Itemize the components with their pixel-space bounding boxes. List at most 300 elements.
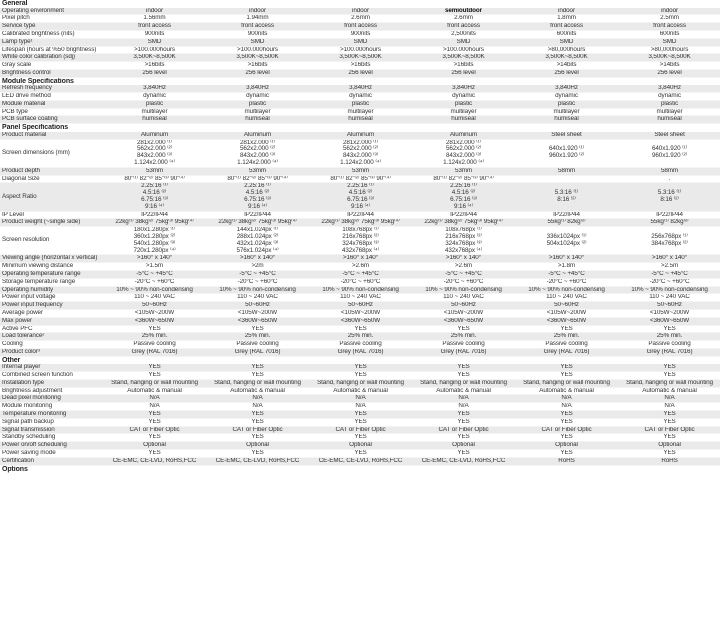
spec-row <box>0 54 720 62</box>
spec-value: YES <box>412 434 515 442</box>
spec-value-line: 281x2.000 ⁽¹⁾ <box>136 139 173 146</box>
spec-value: 110 ~ 240 VAC <box>618 294 720 302</box>
spec-value: Grey (RAL 7016) <box>309 348 412 356</box>
spec-value: N/A <box>412 403 515 411</box>
spec-value: YES <box>618 434 720 442</box>
spec-value: 900nits <box>309 30 412 38</box>
spec-value: front access <box>618 23 720 31</box>
spec-value: >16bits <box>206 62 309 70</box>
spec-value: >80,000hours <box>618 46 720 54</box>
spec-value: Steel sheet <box>618 132 720 139</box>
spec-row <box>0 93 720 101</box>
spec-value: Grey (RAL 7016) <box>206 348 309 356</box>
spec-value: YES <box>309 411 412 419</box>
spec-value: 22kg⁽¹⁾ 38kg⁽²⁾ 75kg⁽³⁾ 95kg⁽⁴⁾ <box>206 219 309 227</box>
spec-row <box>0 395 720 403</box>
spec-label: Product depth <box>0 167 103 175</box>
spec-value: YES <box>103 450 206 458</box>
spec-value: 53mm <box>103 167 206 175</box>
spec-value-line: 1.124x2.000 ⁽⁴⁾ <box>443 158 484 166</box>
spec-value: 110 ~ 240 VAC <box>515 294 618 302</box>
spec-row <box>0 23 720 31</box>
spec-label: Screen dimensions (mm) <box>0 139 103 167</box>
spec-value-line: 4.5:16 ⁽²⁾ <box>451 189 476 197</box>
spec-value-line: 360x1.280px ⁽²⁾ <box>133 232 176 240</box>
spec-label: Power saving mode <box>0 450 103 458</box>
spec-row <box>0 211 720 219</box>
spec-value: CAT or Fiber Optic <box>206 426 309 434</box>
spec-value: 3,500K~8,500K <box>103 54 206 62</box>
spec-value: Stand, hanging or wall mounting <box>309 379 412 387</box>
spec-value: 110 ~ 240 VAC <box>206 294 309 302</box>
spec-value: multilayer <box>618 108 720 116</box>
spec-value: 3,840Hz <box>515 85 618 92</box>
spec-value: 25% min. <box>618 333 720 341</box>
spec-value: 10% ~ 90% non-condensing <box>206 286 309 294</box>
spec-value: 10% ~ 90% non-condensing <box>618 286 720 294</box>
spec-value: RoHS <box>618 457 720 465</box>
spec-value-line: 384x768px ⁽²⁾ <box>651 239 688 247</box>
spec-value-line: 108x768px ⁽¹⁾ <box>342 226 379 234</box>
spec-value: YES <box>412 325 515 333</box>
spec-label: Module material <box>0 100 103 108</box>
spec-value <box>412 139 515 167</box>
spec-value: plastic <box>103 100 206 108</box>
spec-value: 80”⁽¹⁾ 82”⁽²⁾ 85”⁽³⁾ 90”⁽⁴⁾ <box>412 175 515 183</box>
spec-value: Grey (RAL 7016) <box>515 348 618 356</box>
spec-row <box>0 434 720 442</box>
spec-value: Passive cooling <box>103 341 206 349</box>
spec-value: front access <box>515 23 618 31</box>
spec-value-line: 6.75:16 ⁽³⁾ <box>141 195 168 203</box>
spec-value: Aluminum <box>309 132 412 139</box>
section-header <box>0 77 720 85</box>
spec-label: Internal player <box>0 364 103 371</box>
spec-value-line: 640x1.920 ⁽¹⁾ <box>548 145 585 153</box>
spec-value: CAT or Fiber Optic <box>618 426 720 434</box>
spec-value: Grey (RAL 7016) <box>618 348 720 356</box>
spec-value: CE-EMC, CE-LVD, RoHS,FCC <box>206 457 309 465</box>
spec-value: 1.8mm <box>515 15 618 23</box>
spec-value: Passive cooling <box>309 341 412 349</box>
spec-label: Brightness adjustment <box>0 387 103 395</box>
spec-value: Optional <box>412 442 515 450</box>
section-header <box>0 465 720 473</box>
spec-row <box>0 175 720 183</box>
spec-value: Grey (RAL 7016) <box>103 348 206 356</box>
spec-value: YES <box>515 418 618 426</box>
spec-value: 50~60Hz <box>206 302 309 310</box>
spec-label: Brightness control <box>0 69 103 77</box>
spec-value: >160° x 140° <box>103 255 206 263</box>
spec-value: YES <box>103 364 206 371</box>
spec-value: dynamic <box>412 93 515 101</box>
spec-value: SMD <box>103 38 206 46</box>
spec-value: 2.5mm <box>618 15 720 23</box>
spec-value: 3,840Hz <box>412 85 515 92</box>
spec-label: Max power <box>0 317 103 325</box>
spec-value: 53mm <box>309 167 412 175</box>
spec-value: YES <box>103 418 206 426</box>
spec-value: >100.000hours <box>103 46 206 54</box>
spec-value: N/A <box>618 395 720 403</box>
spec-row <box>0 46 720 54</box>
spec-value: YES <box>206 434 309 442</box>
spec-value: indoor <box>206 8 309 15</box>
spec-label: Product color³ <box>0 348 103 356</box>
spec-value: 600nits <box>515 30 618 38</box>
spec-value: -5°C ~ +45°C <box>103 270 206 278</box>
spec-label: Product weight (~single side) <box>0 219 103 227</box>
spec-row <box>0 302 720 310</box>
spec-value: <105W~200W <box>206 309 309 317</box>
spec-value: Optional <box>618 442 720 450</box>
spec-value: Automatic & manual <box>103 387 206 395</box>
spec-label: Standby scheduling <box>0 434 103 442</box>
spec-value: YES <box>206 325 309 333</box>
spec-value: Optional <box>206 442 309 450</box>
spec-value: YES <box>515 372 618 380</box>
spec-value: CAT or Fiber Optic <box>412 426 515 434</box>
spec-value: N/A <box>515 395 618 403</box>
spec-value: plastic <box>515 100 618 108</box>
spec-value: YES <box>309 372 412 380</box>
spec-value: 3,840Hz <box>618 85 720 92</box>
spec-value: 25% min. <box>515 333 618 341</box>
spec-value-line: 562x2.000 ⁽²⁾ <box>445 145 482 153</box>
spec-value: IP22/IP44 <box>412 211 515 219</box>
spec-value: YES <box>515 325 618 333</box>
spec-value-line: 720x1.280px ⁽⁴⁾ <box>133 246 176 254</box>
section-title: Other <box>0 356 720 364</box>
spec-value: 22kg⁽¹⁾ 38kg⁽²⁾ 75kg⁽³⁾ 95kg⁽⁴⁾ <box>103 219 206 227</box>
spec-value-line: 9:16 ⁽⁴⁾ <box>350 202 370 210</box>
spec-value: 10% ~ 90% non-condensing <box>515 286 618 294</box>
spec-value: Optional <box>103 442 206 450</box>
spec-label: Refresh frequency <box>0 85 103 92</box>
spec-value: indoor <box>515 8 618 15</box>
spec-value: N/A <box>206 395 309 403</box>
spec-value: YES <box>103 372 206 380</box>
spec-value: 53mm <box>206 167 309 175</box>
spec-label: Storage temperature range <box>0 278 103 286</box>
spec-value: dynamic <box>618 93 720 101</box>
spec-value: multilayer <box>515 108 618 116</box>
spec-value: 50~60Hz <box>618 302 720 310</box>
spec-value <box>515 175 618 183</box>
spec-value: YES <box>206 364 309 371</box>
spec-label: Diagonal Size <box>0 175 103 183</box>
spec-value: 110 ~ 240 VAC <box>412 294 515 302</box>
spec-row <box>0 333 720 341</box>
spec-value: 256 level <box>309 69 412 77</box>
spec-value-line: 324x768px ⁽³⁾ <box>342 239 379 247</box>
spec-value: 50~60Hz <box>515 302 618 310</box>
section-title: General <box>0 0 720 8</box>
spec-row <box>0 450 720 458</box>
spec-value: N/A <box>412 395 515 403</box>
spec-value: SMD <box>618 38 720 46</box>
spec-value-line: 540x1.280px ⁽³⁾ <box>133 239 176 247</box>
spec-value: >1.5m <box>103 263 206 271</box>
spec-value: SMD <box>515 38 618 46</box>
spec-value: <360W~650W <box>103 317 206 325</box>
spec-value-line: 2.25:16 ⁽¹⁾ <box>141 182 168 190</box>
spec-row <box>0 325 720 333</box>
spec-value <box>515 227 618 255</box>
spec-value: 256 level <box>412 69 515 77</box>
section-header <box>0 356 720 364</box>
spec-value-line: 108x768px ⁽¹⁾ <box>445 226 482 234</box>
spec-row <box>0 227 720 255</box>
spec-value: >160° x 140° <box>309 255 412 263</box>
spec-label: Power input frequency <box>0 302 103 310</box>
spec-value: >100.000hours <box>206 46 309 54</box>
spec-value: 3,500K~8,500K <box>618 54 720 62</box>
spec-value: -20°C ~ +60°C <box>412 278 515 286</box>
spec-value: YES <box>103 411 206 419</box>
spec-value: IP22/IP44 <box>309 211 412 219</box>
spec-value: <360W~650W <box>515 317 618 325</box>
spec-value: Automatic & manual <box>309 387 412 395</box>
spec-value-line: 432x768px ⁽⁴⁾ <box>341 246 380 254</box>
spec-value <box>618 183 720 211</box>
spec-value-line: 960x1.920 ⁽²⁾ <box>548 152 585 160</box>
spec-value: YES <box>103 325 206 333</box>
spec-row <box>0 85 720 92</box>
spec-value-line: 843x2.000 ⁽³⁾ <box>239 152 276 160</box>
spec-value: IP22/IP44 <box>103 211 206 219</box>
spec-row <box>0 294 720 302</box>
spec-value-line: 562x2.000 ⁽²⁾ <box>342 145 379 153</box>
spec-row <box>0 341 720 349</box>
spec-value: 256 level <box>618 69 720 77</box>
spec-value: IP22/IP44 <box>206 211 309 219</box>
spec-row <box>0 183 720 211</box>
spec-value: CE-EMC, CE-LVD, RoHS,FCC <box>309 457 412 465</box>
spec-value: >100.000hours <box>309 46 412 54</box>
spec-value-line: 9:16 ⁽⁴⁾ <box>144 202 164 210</box>
spec-value: 55kg⁽¹⁾ 82kg⁽²⁾ <box>618 219 720 227</box>
spec-value: multilayer <box>309 108 412 116</box>
spec-value: YES <box>309 418 412 426</box>
spec-value-line: 216x768px ⁽²⁾ <box>445 232 482 240</box>
spec-value: -20°C ~ +60°C <box>618 278 720 286</box>
spec-value: 1.56mm <box>103 15 206 23</box>
spec-value: >160° x 140° <box>412 255 515 263</box>
spec-value: Stand, hanging or wall mounting <box>412 379 515 387</box>
spec-value: >16bits <box>309 62 412 70</box>
spec-label: Temperature monitoring <box>0 411 103 419</box>
spec-value-line: 843x2.000 ⁽³⁾ <box>445 152 482 160</box>
spec-value: YES <box>618 450 720 458</box>
spec-value: SMD <box>412 38 515 46</box>
section-title: Panel Specifications <box>0 124 720 132</box>
spec-value: 900nits <box>103 30 206 38</box>
spec-value-line: 4.5:16 ⁽²⁾ <box>142 189 167 197</box>
spec-value: multilayer <box>412 108 515 116</box>
spec-value: Steel sheet <box>515 132 618 139</box>
spec-value-line: 281x2.000 ⁽¹⁾ <box>445 139 482 146</box>
spec-label: Cooling <box>0 341 103 349</box>
spec-label: Operating temperature range <box>0 270 103 278</box>
spec-value: <105W~200W <box>515 309 618 317</box>
spec-value: RoHS <box>515 457 618 465</box>
spec-value: -5°C ~ +45°C <box>206 270 309 278</box>
spec-value: -20°C ~ +60°C <box>206 278 309 286</box>
spec-row <box>0 30 720 38</box>
spec-value: YES <box>103 434 206 442</box>
spec-label: PCB type <box>0 108 103 116</box>
spec-label: Average power <box>0 309 103 317</box>
spec-label: Dead pixel monitoring <box>0 395 103 403</box>
spec-value-line: 2.25:16 ⁽¹⁾ <box>450 182 477 190</box>
spec-value: YES <box>515 434 618 442</box>
spec-value: 900nits <box>206 30 309 38</box>
spec-value: 3,500K~8,500K <box>412 54 515 62</box>
spec-row <box>0 139 720 167</box>
spec-value: YES <box>515 364 618 371</box>
spec-value-line: 1.124x2.000 ⁽⁴⁾ <box>237 158 278 166</box>
spec-label: Combined screen function <box>0 372 103 380</box>
spec-value: IP22/IP44 <box>618 211 720 219</box>
spec-row <box>0 15 720 23</box>
spec-label: Active PFC <box>0 325 103 333</box>
spec-value: 10% ~ 90% non-condensing <box>412 286 515 294</box>
spec-value: Stand, hanging or wall mounting <box>618 379 720 387</box>
spec-value: YES <box>309 434 412 442</box>
spec-value-line: 2.25:16 ⁽¹⁾ <box>244 182 271 190</box>
spec-row <box>0 418 720 426</box>
spec-value: >160° x 140° <box>618 255 720 263</box>
spec-value-line: 9:16 ⁽⁴⁾ <box>247 202 267 210</box>
spec-value: YES <box>412 364 515 371</box>
spec-value: 58mm <box>515 167 618 175</box>
spec-value: >2m <box>206 263 309 271</box>
spec-value-line: 9:16 ⁽⁴⁾ <box>453 202 473 210</box>
spec-row <box>0 62 720 70</box>
spec-value: -5°C ~ +45°C <box>412 270 515 278</box>
spec-value: humiseal <box>412 116 515 124</box>
spec-value: YES <box>206 418 309 426</box>
spec-value: plastic <box>206 100 309 108</box>
spec-value: 2.6mm <box>412 15 515 23</box>
spec-value: dynamic <box>206 93 309 101</box>
spec-value: Passive cooling <box>206 341 309 349</box>
spec-row <box>0 286 720 294</box>
spec-label: Gray scale <box>0 62 103 70</box>
spec-value: N/A <box>103 395 206 403</box>
spec-value: N/A <box>309 395 412 403</box>
spec-value: YES <box>412 450 515 458</box>
spec-label: Signal transmission <box>0 426 103 434</box>
spec-value: Automatic & manual <box>412 387 515 395</box>
spec-value: -20°C ~ +60°C <box>515 278 618 286</box>
spec-value: indoor <box>618 8 720 15</box>
spec-label: Service type <box>0 23 103 31</box>
spec-value: front access <box>412 23 515 31</box>
spec-label: Aspect Ratio <box>0 183 103 211</box>
spec-value: 110 ~ 240 VAC <box>103 294 206 302</box>
spec-label: Pixel pitch <box>0 15 103 23</box>
spec-value: plastic <box>618 100 720 108</box>
spec-value: YES <box>206 450 309 458</box>
spec-value-line: 336x1024px ⁽¹⁾ <box>546 232 587 240</box>
spec-value-line: 640x1.920 ⁽¹⁾ <box>651 145 688 153</box>
spec-value-line: 562x2.000 ⁽²⁾ <box>239 145 276 153</box>
spec-value: <360W~650W <box>206 317 309 325</box>
spec-value: >2.5m <box>618 263 720 271</box>
spec-value: indoor <box>309 8 412 15</box>
spec-value <box>103 139 206 167</box>
spec-value-line: 281x2.000 ⁽¹⁾ <box>342 139 379 146</box>
spec-value: multilayer <box>103 108 206 116</box>
spec-value <box>309 139 412 167</box>
spec-row <box>0 348 720 356</box>
spec-value: >14bits <box>618 62 720 70</box>
spec-value: 25% min. <box>412 333 515 341</box>
spec-value <box>103 183 206 211</box>
spec-value: YES <box>618 418 720 426</box>
spec-value: plastic <box>412 100 515 108</box>
spec-value <box>206 227 309 255</box>
spec-value: 80”⁽¹⁾ 82”⁽²⁾ 85”⁽³⁾ 90”⁽⁴⁾ <box>103 175 206 183</box>
spec-value: 256 level <box>103 69 206 77</box>
spec-value: . <box>618 175 720 183</box>
spec-value: 1.94mm <box>206 15 309 23</box>
spec-value: Passive cooling <box>618 341 720 349</box>
spec-value-line: 2.25:16 ⁽¹⁾ <box>347 182 374 190</box>
spec-value-line: 180x1.280px ⁽¹⁾ <box>133 226 176 234</box>
spec-value: Optional <box>309 442 412 450</box>
spec-label: Product material <box>0 132 103 139</box>
spec-label: Installation type <box>0 379 103 387</box>
spec-value: 10% ~ 90% non-condensing <box>309 286 412 294</box>
spec-value <box>103 227 206 255</box>
spec-value <box>515 183 618 211</box>
spec-value: CAT or Fiber Optic <box>103 426 206 434</box>
spec-value: YES <box>618 325 720 333</box>
spec-value-line: 6.75:16 ⁽³⁾ <box>244 195 271 203</box>
spec-value: >2.6m <box>309 263 412 271</box>
spec-value: 50~60Hz <box>103 302 206 310</box>
spec-value: >16bits <box>103 62 206 70</box>
spec-value-line: 8:16 ⁽²⁾ <box>660 195 679 203</box>
spec-row <box>0 411 720 419</box>
spec-value-line: 8:16 ⁽²⁾ <box>557 195 576 203</box>
spec-value-line: 324x768px ⁽³⁾ <box>445 239 482 247</box>
spec-row <box>0 132 720 139</box>
spec-value: 10% ~ 90% non-condensing <box>103 286 206 294</box>
spec-value: Automatic & manual <box>515 387 618 395</box>
section-header <box>0 124 720 132</box>
spec-label: Operating environment <box>0 8 103 15</box>
spec-value: -5°C ~ +45°C <box>309 270 412 278</box>
spec-value: front access <box>309 23 412 31</box>
spec-value <box>309 227 412 255</box>
spec-label: Power input voltage <box>0 294 103 302</box>
spec-value <box>206 139 309 167</box>
spec-value: -5°C ~ +45°C <box>515 270 618 278</box>
spec-value: Stand, hanging or wall mounting <box>206 379 309 387</box>
spec-value: SMD <box>309 38 412 46</box>
spec-value-line: 216x768px ⁽²⁾ <box>342 232 379 240</box>
spec-value: 22kg⁽¹⁾ 38kg⁽²⁾ 75kg⁽³⁾ 95kg⁽⁴⁾ <box>309 219 412 227</box>
spec-value: indoor <box>103 8 206 15</box>
spec-value: 3,840Hz <box>206 85 309 92</box>
spec-value: N/A <box>206 403 309 411</box>
spec-row <box>0 8 720 15</box>
